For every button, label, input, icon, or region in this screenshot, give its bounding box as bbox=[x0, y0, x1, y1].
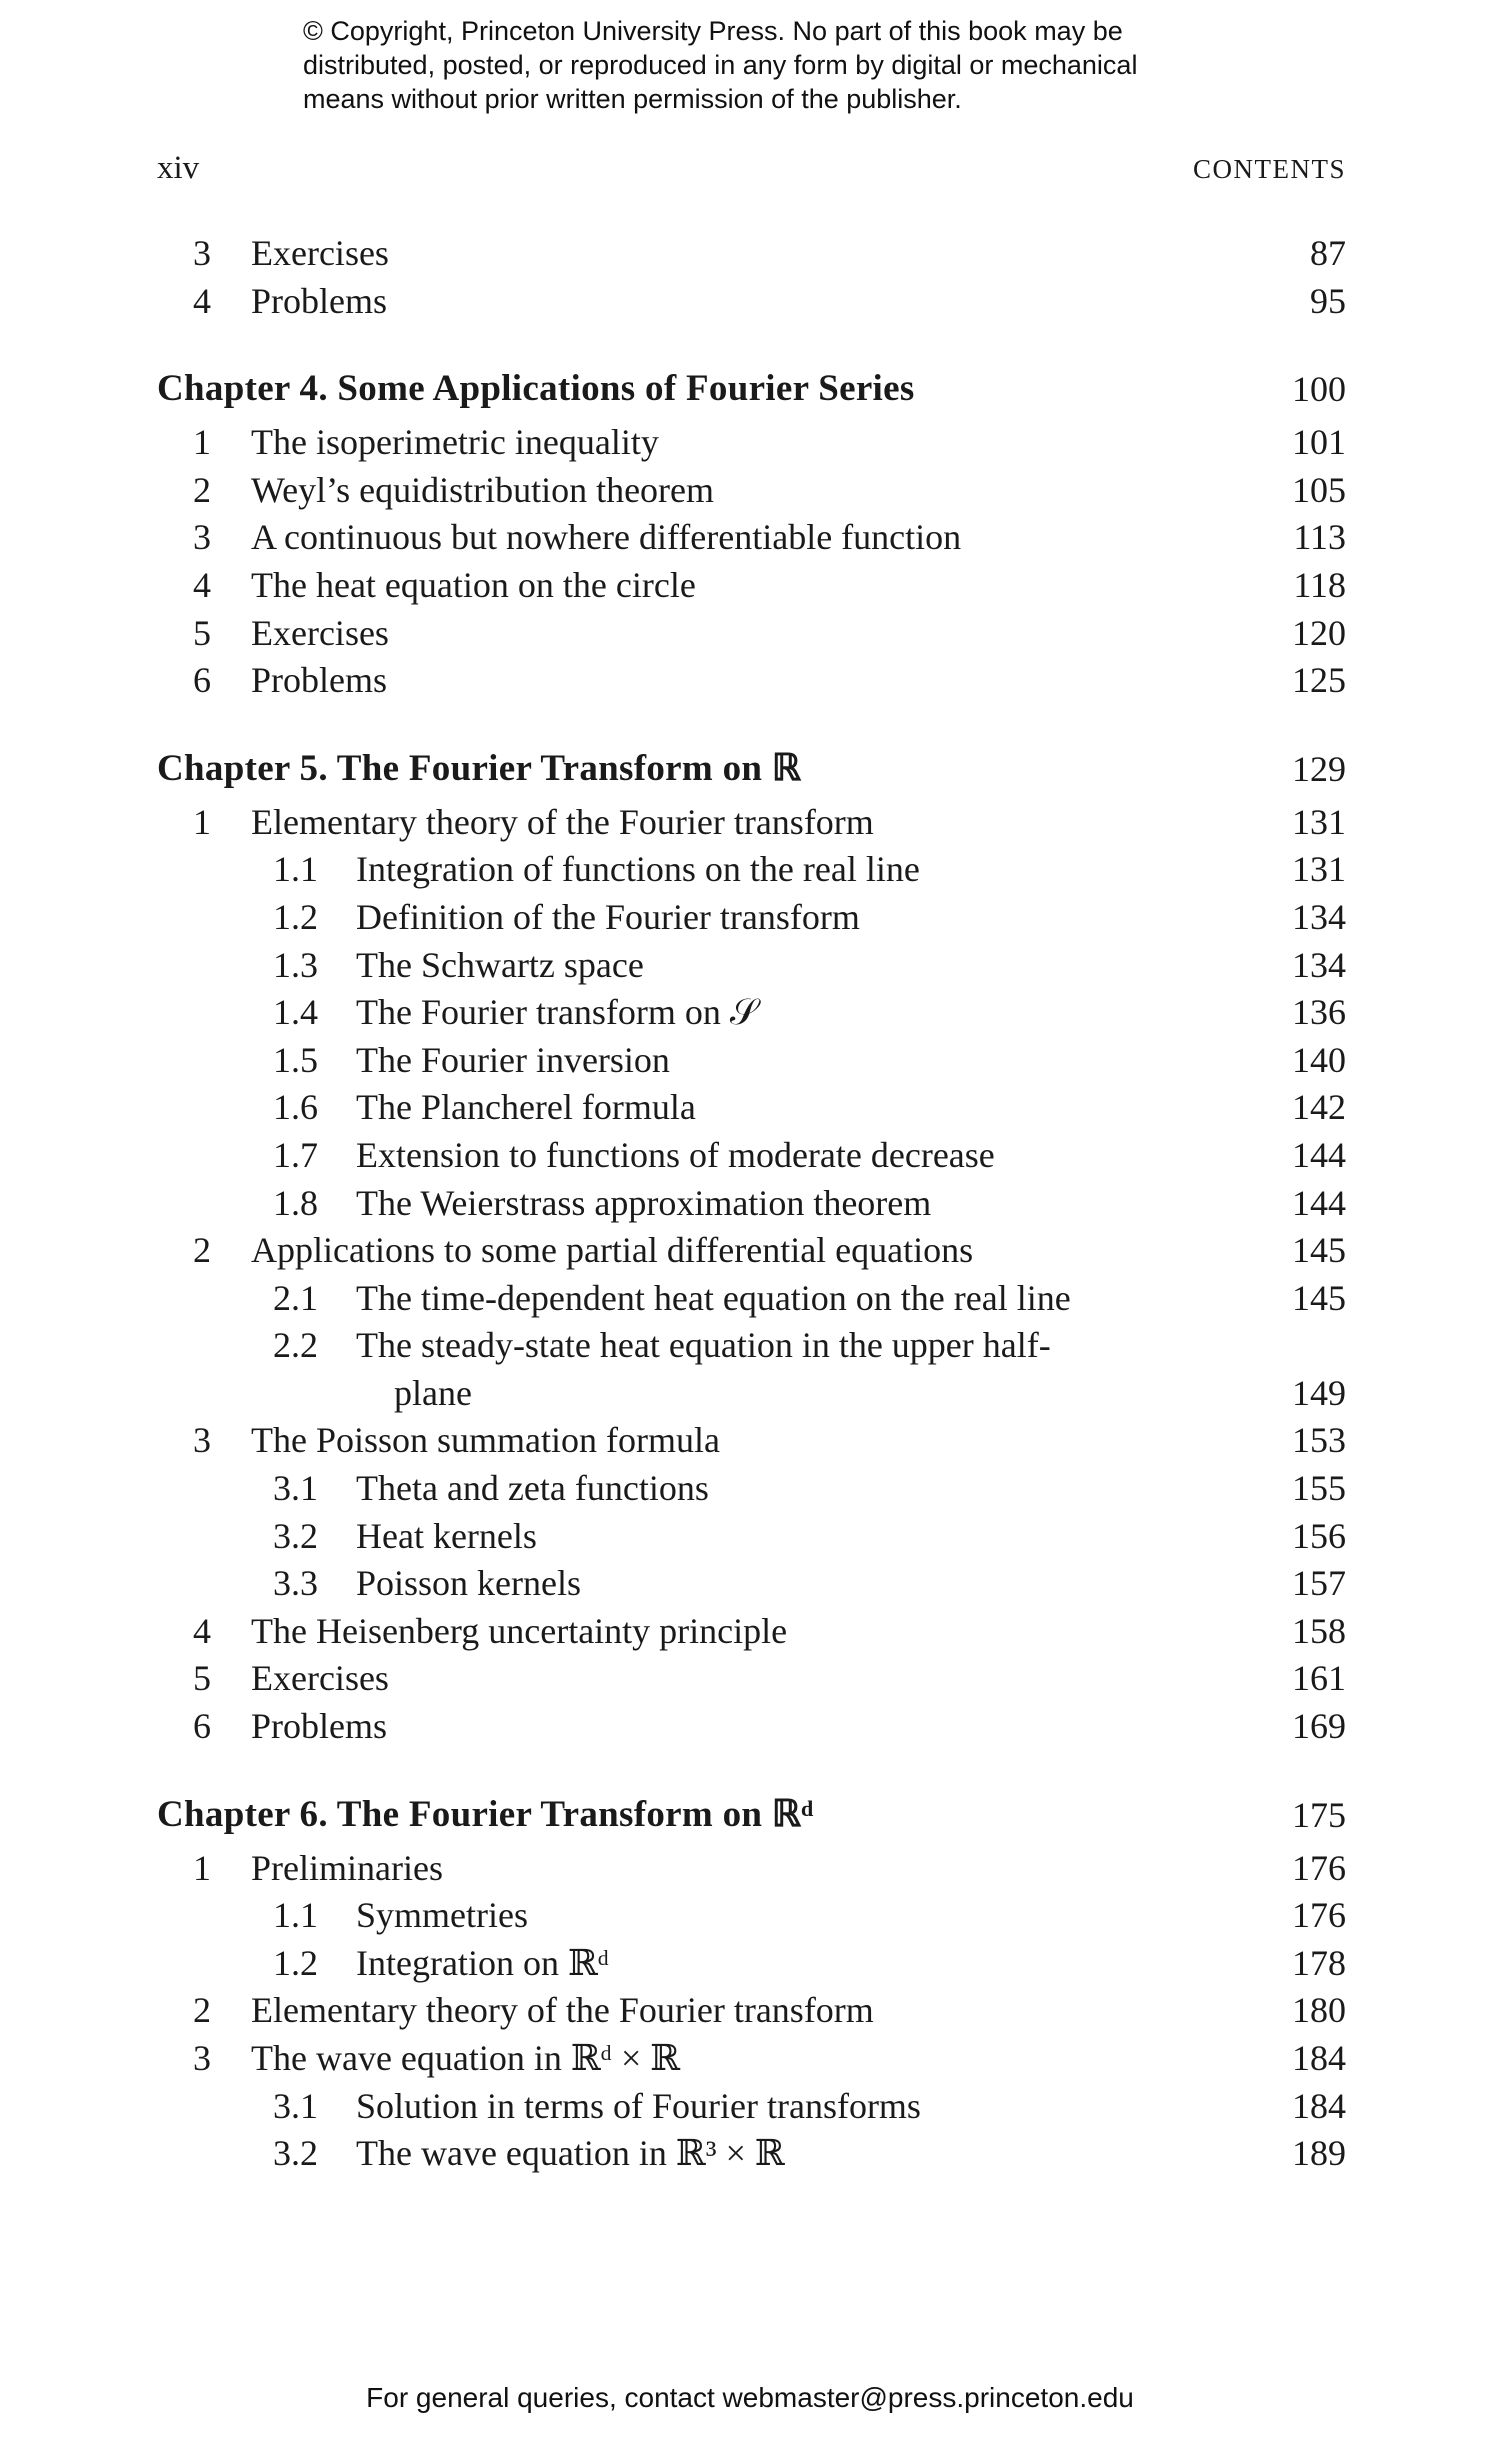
toc-entry-title: The Fourier inversion bbox=[356, 1039, 670, 1080]
toc-entry-page: 155 bbox=[1292, 1468, 1346, 1509]
toc-entry-number: 1.6 bbox=[273, 1087, 318, 1128]
toc-entry-number: 2.2 bbox=[273, 1325, 318, 1366]
toc-entry-page: 95 bbox=[1310, 280, 1346, 321]
toc-entry-page: 145 bbox=[1292, 1230, 1346, 1271]
toc-entry-page: 180 bbox=[1292, 1990, 1346, 2031]
toc-entry-number: 1 bbox=[193, 801, 211, 842]
toc-entry-number: 2 bbox=[193, 469, 211, 510]
toc-entry-title: The Schwartz space bbox=[356, 944, 644, 985]
toc-entry-number: 3 bbox=[193, 2038, 211, 2078]
copyright-notice bbox=[303, 14, 1303, 116]
toc-entry-page: 149 bbox=[1292, 1372, 1346, 1413]
toc-entry bbox=[157, 230, 1346, 278]
toc-entry-title: The wave equation in ℝ³ × ℝ bbox=[356, 2133, 785, 2174]
toc-entry-page: 131 bbox=[1292, 849, 1346, 890]
toc-entry-title: Chapter 4. Some Applications of Fourier Series bbox=[157, 368, 915, 410]
toc-entry-page: 175 bbox=[1292, 1794, 1346, 1835]
toc-entry bbox=[157, 1560, 1346, 1608]
toc-entry-page: 105 bbox=[1292, 469, 1346, 510]
toc-entry-title: Problems bbox=[251, 660, 388, 701]
toc-entry-title: Chapter 6. The Fourier Transform on ℝᵈ bbox=[157, 1793, 814, 1835]
toc-entry bbox=[157, 2083, 1346, 2131]
toc-entry bbox=[157, 1465, 1346, 1513]
toc-entry bbox=[157, 2035, 1346, 2083]
toc-entry bbox=[157, 1845, 1346, 1893]
toc-entry-page: 157 bbox=[1292, 1563, 1346, 1604]
toc-entry-page: 153 bbox=[1292, 1420, 1346, 1461]
toc-entry-title: Poisson kernels bbox=[356, 1563, 581, 1604]
toc-entry bbox=[157, 799, 1346, 847]
toc-entry-number: 6 bbox=[193, 660, 211, 701]
running-head bbox=[157, 150, 1346, 190]
toc-entry-number: 2.1 bbox=[273, 1277, 318, 1318]
toc-entry-number: 1 bbox=[193, 1847, 211, 1888]
toc-entry bbox=[157, 467, 1346, 515]
toc-entry-number: 1.2 bbox=[273, 1942, 318, 1983]
toc-entry-number: 3 bbox=[193, 1420, 211, 1461]
toc-entry-number: 4 bbox=[193, 564, 211, 605]
toc-entry-number: 5 bbox=[193, 612, 211, 653]
toc-entry-page: 134 bbox=[1292, 944, 1346, 985]
toc-entry bbox=[157, 1084, 1346, 1132]
toc-entry-number: 1 bbox=[193, 422, 211, 463]
toc-entry bbox=[157, 1132, 1346, 1180]
toc-entry-number: 3 bbox=[193, 517, 211, 558]
toc-entry bbox=[157, 989, 1346, 1037]
toc-entry-title: The Poisson summation formula bbox=[251, 1420, 720, 1461]
toc-entry-page: 118 bbox=[1293, 564, 1346, 605]
toc-entry-number: 1.4 bbox=[273, 992, 318, 1033]
toc-entry bbox=[157, 1655, 1346, 1703]
toc-entry-title: The Fourier transform on 𝒮 bbox=[356, 992, 758, 1033]
toc-entry-title: Theta and zeta functions bbox=[356, 1468, 709, 1509]
toc-entry-number: 3.1 bbox=[273, 2085, 318, 2126]
toc-entry bbox=[157, 1037, 1346, 1085]
toc-entry-page: 169 bbox=[1292, 1706, 1346, 1747]
toc-entry-number: 2 bbox=[193, 1990, 211, 2031]
toc-entry bbox=[157, 1275, 1346, 1323]
toc-entry bbox=[157, 610, 1346, 658]
toc-entry-number: 6 bbox=[193, 1706, 211, 1747]
toc-entry-title: Integration of functions on the real line bbox=[356, 849, 920, 890]
toc-entry bbox=[157, 1180, 1346, 1228]
toc-entry bbox=[157, 1227, 1346, 1275]
toc-entry-title: Elementary theory of the Fourier transform bbox=[251, 1990, 874, 2031]
toc-entry-title: Heat kernels bbox=[356, 1515, 537, 1556]
toc-entry-title: Problems bbox=[251, 1706, 388, 1747]
toc-entry-number: 1.8 bbox=[273, 1182, 318, 1223]
toc-entry-title: Chapter 5. The Fourier Transform on ℝ bbox=[157, 747, 802, 789]
toc-entry-page: 178 bbox=[1292, 1942, 1346, 1983]
toc-entry-title: The Weierstrass approximation theorem bbox=[356, 1182, 932, 1223]
toc-entry-number: 1.2 bbox=[273, 896, 318, 937]
toc-entry-page: 129 bbox=[1292, 748, 1346, 789]
toc-entry-page: 101 bbox=[1292, 422, 1346, 463]
toc-entry-number: 5 bbox=[193, 1658, 211, 1699]
toc-entry-title: Exercises bbox=[251, 233, 389, 273]
toc-entry-title: Exercises bbox=[251, 612, 389, 653]
toc-entry bbox=[157, 1417, 1346, 1465]
toc-entry bbox=[157, 419, 1346, 467]
toc-entry-page: 189 bbox=[1292, 2133, 1346, 2174]
toc-chapter-heading bbox=[157, 1789, 1346, 1841]
toc-chapter-heading bbox=[157, 363, 1346, 415]
toc-entry bbox=[157, 1513, 1346, 1561]
toc-entry-page: 184 bbox=[1292, 2085, 1346, 2126]
page-number: xiv bbox=[157, 150, 200, 186]
toc-entry-number: 3.2 bbox=[273, 2133, 318, 2174]
toc-entry bbox=[157, 846, 1346, 894]
toc-entry-page: 142 bbox=[1292, 1087, 1346, 1128]
toc-entry-page: 144 bbox=[1292, 1182, 1346, 1223]
toc-entry-title: plane bbox=[394, 1372, 472, 1413]
toc-entry bbox=[157, 562, 1346, 610]
toc-entry-number: 1.3 bbox=[273, 944, 318, 985]
toc-entry bbox=[157, 278, 1346, 326]
copyright-line: distributed, posted, or reproduced in any form by digital or mechanical bbox=[303, 50, 1138, 80]
toc-entry-title: A continuous but nowhere differentiable function bbox=[251, 517, 962, 558]
toc-entry-title: The Heisenberg uncertainty principle bbox=[251, 1610, 788, 1651]
toc-entry-page: 176 bbox=[1292, 1847, 1346, 1888]
toc-entry-title: Elementary theory of the Fourier transform bbox=[251, 801, 874, 842]
toc-entry bbox=[157, 2130, 1346, 2178]
toc-entry bbox=[157, 1987, 1346, 2035]
copyright-line: means without prior written permission of the publisher. bbox=[303, 84, 962, 114]
toc-entry-number: 1.1 bbox=[273, 849, 318, 890]
toc-entry-title: Extension to functions of moderate decrease bbox=[356, 1134, 995, 1175]
toc-entry-title: Definition of the Fourier transform bbox=[356, 896, 860, 937]
toc-entry-page: 176 bbox=[1292, 1895, 1346, 1936]
toc-chapter-heading bbox=[157, 743, 1346, 795]
toc-entry-title: The steady-state heat equation in the upper half- bbox=[356, 1325, 1051, 1366]
toc-entry-page: 136 bbox=[1292, 992, 1346, 1033]
toc-entry-title: The isoperimetric inequality bbox=[251, 422, 659, 463]
toc-entry-title: Solution in terms of Fourier transforms bbox=[356, 2085, 921, 2126]
toc-entry-number: 3.3 bbox=[273, 1563, 318, 1604]
toc-entry-page: 131 bbox=[1292, 801, 1346, 842]
toc-entry-number: 1.7 bbox=[273, 1134, 318, 1175]
toc-entry-page: 100 bbox=[1292, 369, 1346, 410]
toc-entry-page: 156 bbox=[1292, 1515, 1346, 1556]
toc-entry-page: 113 bbox=[1293, 517, 1346, 558]
toc-entry-page: 161 bbox=[1292, 1658, 1346, 1699]
toc-entry-title: Applications to some partial differential equations bbox=[251, 1230, 974, 1271]
toc-entry-title: The wave equation in ℝᵈ × ℝ bbox=[251, 2038, 681, 2078]
toc-entry-page: 184 bbox=[1292, 2038, 1346, 2078]
toc-entry-number: 1.1 bbox=[273, 1895, 318, 1936]
toc-entry-number: 3 bbox=[193, 233, 211, 273]
toc-entry-title: Integration on ℝᵈ bbox=[356, 1942, 610, 1983]
toc-entry-number: 1.5 bbox=[273, 1039, 318, 1080]
toc-entry bbox=[157, 1892, 1346, 1940]
toc-entry bbox=[157, 1703, 1346, 1751]
toc-entry-page: 134 bbox=[1292, 896, 1346, 937]
toc-entry-page: 87 bbox=[1310, 233, 1346, 273]
toc-entry-number: 3.2 bbox=[273, 1515, 318, 1556]
toc-entry bbox=[157, 1608, 1346, 1656]
toc-entry-number: 4 bbox=[193, 1610, 211, 1651]
toc-entry-number: 4 bbox=[193, 280, 211, 321]
toc-entry-number: 2 bbox=[193, 1230, 211, 1271]
toc-entry-title: Symmetries bbox=[356, 1895, 528, 1936]
footer-contact: For general queries, contact webmaster@press.princeton.edu bbox=[366, 2382, 1134, 2413]
toc-entry-title: Weyl’s equidistribution theorem bbox=[251, 469, 715, 510]
toc-entry-title: Problems bbox=[251, 280, 388, 321]
toc-entry-page: 158 bbox=[1292, 1610, 1346, 1651]
toc-entry bbox=[157, 1370, 1346, 1418]
toc-entry bbox=[157, 1322, 1346, 1370]
toc-entry-page: 125 bbox=[1292, 660, 1346, 701]
toc-entry-page: 144 bbox=[1292, 1134, 1346, 1175]
toc-entry bbox=[157, 1940, 1346, 1988]
running-title: CONTENTS bbox=[1193, 154, 1346, 184]
toc-entry-title: The heat equation on the circle bbox=[251, 564, 696, 605]
toc-entry bbox=[157, 514, 1346, 562]
toc-entry bbox=[157, 942, 1346, 990]
toc-entry-page: 145 bbox=[1292, 1277, 1346, 1318]
toc-entry-title: Exercises bbox=[251, 1658, 389, 1699]
table-of-contents bbox=[157, 230, 1346, 2178]
toc-entry-page: 120 bbox=[1292, 612, 1346, 653]
toc-entry bbox=[157, 657, 1346, 705]
toc-entry-title: The Plancherel formula bbox=[356, 1087, 696, 1128]
copyright-line: © Copyright, Princeton University Press. No part of this book may be bbox=[303, 16, 1123, 46]
toc-entry-title: The time-dependent heat equation on the real line bbox=[356, 1277, 1071, 1318]
toc-entry-page: 140 bbox=[1292, 1039, 1346, 1080]
toc-entry-title: Preliminaries bbox=[251, 1847, 443, 1888]
toc-entry bbox=[157, 894, 1346, 942]
toc-entry-number: 3.1 bbox=[273, 1468, 318, 1509]
